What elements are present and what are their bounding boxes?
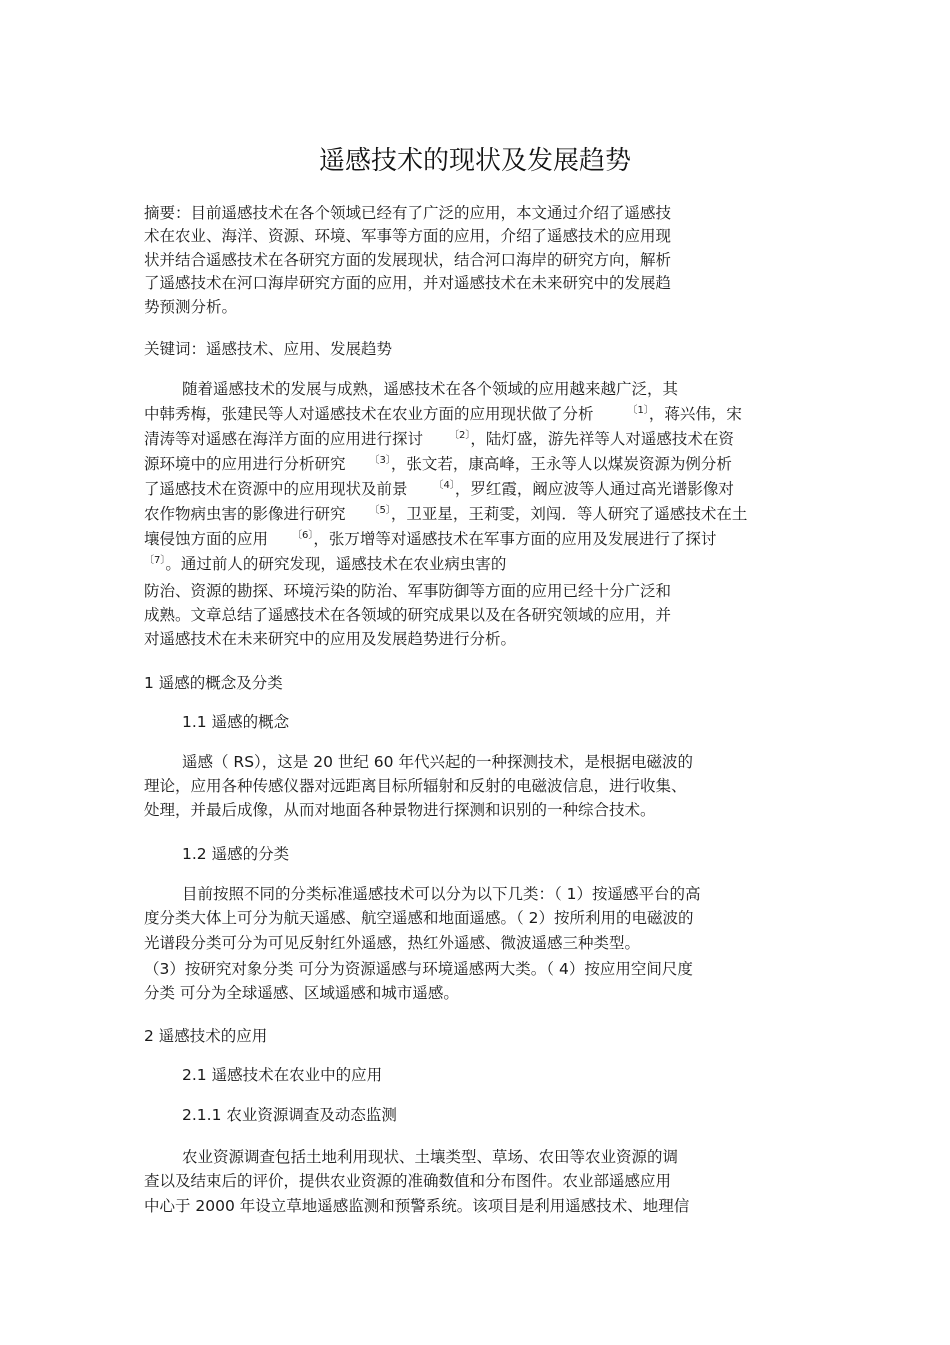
body-line: 遥感（ RS），这是 20 世纪 60 年代兴起的一种探测技术，是根据电磁波的	[182, 753, 693, 771]
body-line: 农业资源调查包括土地利用现状、土壤类型、草场、农田等农业资源的调	[182, 1148, 679, 1166]
citation-ref: 〔2〕	[449, 430, 471, 441]
subsection-heading: 1.2 遥感的分类	[182, 845, 290, 863]
abstract-line: 摘要：目前遥感技术在各个领域已经有了广泛的应用，本文通过介绍了遥感技	[144, 204, 672, 222]
body-line: 目前按照不同的分类标准遥感技术可以分为以下几类：（ 1）按遥感平台的高	[182, 885, 701, 903]
body-line: 理论，应用各种传感仪器对远距离目标所辐射和反射的电磁波信息，进行收集、	[144, 777, 687, 795]
citation-ref: 〔1〕	[627, 405, 649, 416]
intro-text: ，张万增等对遥感技术在军事方面的应用及发展进行了探讨	[313, 530, 717, 548]
intro-text: 源环境中的应用进行分析研究	[144, 455, 346, 473]
section-heading: 1 遥感的概念及分类	[144, 674, 283, 692]
body-line: 中心于 2000 年设立草地遥感监测和预警系统。该项目是利用遥感技术、地理信	[144, 1197, 690, 1215]
abstract-line: 势预测分析。	[144, 298, 238, 316]
body-line: 查以及结束后的评价，提供农业资源的准确数值和分布图件。农业部遥感应用	[144, 1172, 672, 1190]
intro-line	[144, 428, 734, 450]
intro-text: 壤侵蚀方面的应用	[144, 530, 269, 548]
intro-line	[144, 453, 732, 475]
body-line: 度分类大体上可分为航天遥感、航空遥感和地面遥感。（ 2）按所利用的电磁波的	[144, 909, 694, 927]
intro-line	[144, 403, 742, 425]
intro-text: ，罗红霞，阚应波等人通过高光谱影像对	[454, 480, 734, 498]
abstract-line: 了遥感技术在河口海岸研究方面的应用，并对遥感技术在未来研究中的发展趋	[144, 274, 672, 292]
citation-ref: 〔6〕	[292, 530, 314, 541]
intro-text: 中韩秀梅，张建民等人对遥感技术在农业方面的应用现状做了分析	[144, 405, 594, 423]
citation-ref: 〔4〕	[433, 480, 455, 491]
subsection-heading: 1.1 遥感的概念	[182, 713, 290, 731]
paper-title: 遥感技术的现状及发展趋势	[318, 146, 631, 176]
intro-text: ，蒋兴伟，宋	[648, 405, 742, 423]
intro-line: 对遥感技术在未来研究中的应用及发展趋势进行分析。	[144, 630, 517, 648]
intro-text: ，陆灯盛，游先祥等人对遥感技术在资	[470, 430, 734, 448]
citation-ref: 〔3〕	[369, 455, 391, 466]
intro-text: ，卫亚星，王莉雯，刘闯．等人研究了遥感技术在土	[390, 505, 748, 523]
intro-line	[144, 553, 506, 575]
abstract-line: 状并结合遥感技术在各研究方面的发展现状，结合河口海岸的研究方向，解析	[144, 251, 672, 269]
intro-text: 清涛等对遥感在海洋方面的应用进行探讨	[144, 430, 424, 448]
intro-line: 随着遥感技术的发展与成熟，遥感技术在各个领域的应用越来越广泛，其	[182, 380, 679, 398]
subsubsection-heading: 2.1.1 农业资源调查及动态监测	[182, 1106, 397, 1124]
intro-line	[144, 528, 716, 550]
intro-text: 了遥感技术在资源中的应用现状及前景	[144, 480, 408, 498]
intro-text: ，张文若，康高峰，王永等人以煤炭资源为例分析	[390, 455, 732, 473]
body-line: 分类 可分为全球遥感、区域遥感和城市遥感。	[144, 984, 459, 1002]
keywords: 关键词：遥感技术、应用、发展趋势	[144, 340, 393, 358]
citation-ref: 〔5〕	[369, 505, 391, 516]
body-line: 光谱段分类可分为可见反射红外遥感，热红外遥感、微波遥感三种类型。	[144, 934, 641, 952]
subsection-heading: 2.1 遥感技术在农业中的应用	[182, 1066, 383, 1084]
intro-text: 农作物病虫害的影像进行研究	[144, 505, 346, 523]
abstract-line: 术在农业、海洋、资源、环境、军事等方面的应用，介绍了遥感技术的应用现	[144, 227, 672, 245]
body-line: （3）按研究对象分类 可分为资源遥感与环境遥感两大类。（ 4）按应用空间尺度	[144, 960, 693, 978]
body-line: 处理，并最后成像，从而对地面各种景物进行探测和识别的一种综合技术。	[144, 801, 656, 819]
intro-line: 防治、资源的勘探、环境污染的防治、军事防御等方面的应用已经十分广泛和	[144, 582, 672, 600]
intro-line	[144, 478, 734, 500]
intro-text: 。通过前人的研究发现，遥感技术在农业病虫害的	[165, 555, 507, 573]
section-heading: 2 遥感技术的应用	[144, 1027, 268, 1045]
citation-ref: 〔7〕	[144, 555, 166, 566]
intro-line	[144, 503, 747, 525]
intro-line: 成熟。文章总结了遥感技术在各领域的研究成果以及在各研究领域的应用，并	[144, 606, 672, 624]
